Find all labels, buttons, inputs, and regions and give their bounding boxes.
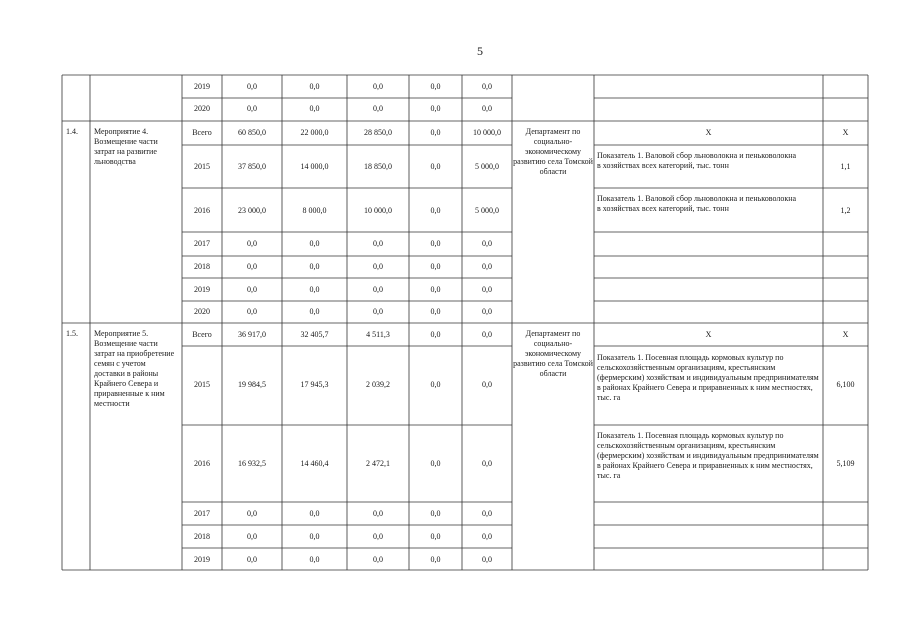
amount-cell: 0,0 xyxy=(309,262,320,271)
amount-cell: 10 000,0 xyxy=(473,128,501,137)
item-number: 1.4. xyxy=(66,127,78,136)
amount-cell: 37 850,0 xyxy=(238,162,266,171)
value-cell: Х xyxy=(842,128,849,137)
page-number: 5 xyxy=(477,44,483,58)
amount-cell: 0,0 xyxy=(373,532,383,541)
amount-cell: 0,0 xyxy=(430,162,441,171)
amount-cell: 0,0 xyxy=(482,459,492,468)
amount-cell: 0,0 xyxy=(373,509,383,518)
amount-cell: 0,0 xyxy=(309,285,320,294)
amount-cell: 0,0 xyxy=(247,509,257,518)
department-cell: Департамент по социально-экономическому развитию села Томской области xyxy=(513,329,593,378)
amount-cell: 0,0 xyxy=(373,307,383,316)
amount-cell: 0,0 xyxy=(247,555,257,564)
amount-cell: 0,0 xyxy=(430,82,441,91)
amount-cell: 4 511,3 xyxy=(366,330,390,339)
amount-cell: 0,0 xyxy=(309,307,320,316)
amount-cell: 23 000,0 xyxy=(238,206,266,215)
amount-cell: 0,0 xyxy=(309,509,320,518)
amount-cell: 60 850,0 xyxy=(238,128,266,137)
amount-cell: 0,0 xyxy=(430,330,441,339)
year-cell: 2015 xyxy=(194,162,210,171)
amount-cell: 2 472,1 xyxy=(366,459,390,468)
amount-cell: 0,0 xyxy=(309,82,320,91)
amount-cell: 0,0 xyxy=(373,239,383,248)
year-cell: 2019 xyxy=(194,555,210,564)
year-cell: 2018 xyxy=(194,532,210,541)
item-name: Мероприятие 5. Возмещение части затрат на приобретение семян с учетом доставки в районы Крайнего Севера и приравненные к ним местности xyxy=(94,329,175,408)
amount-cell: 0,0 xyxy=(482,262,492,271)
amount-cell: 0,0 xyxy=(430,262,441,271)
year-cell: Всего xyxy=(192,330,212,339)
amount-cell: 0,0 xyxy=(482,509,492,518)
year-cell: 2016 xyxy=(194,206,210,215)
amount-cell: 0,0 xyxy=(247,307,257,316)
amount-cell: 0,0 xyxy=(430,532,441,541)
year-cell: Всего xyxy=(192,128,212,137)
value-cell: 1,2 xyxy=(840,206,851,215)
amount-cell: 0,0 xyxy=(309,555,320,564)
indicator-cell: Показатель 1. Посевная площадь кормовых культур по сельскохозяйственным организациям, крестьянским (фермерским) хозяйствам и индивидуальным предпринимателям в районах Крайнего Севера и приравненных к ним местностях, тыс. га xyxy=(597,353,819,402)
amount-cell: 32 405,7 xyxy=(300,330,329,339)
amount-cell: 0,0 xyxy=(430,555,441,564)
amount-cell: 0,0 xyxy=(430,239,441,248)
amount-cell: 16 932,5 xyxy=(238,459,266,468)
amount-cell: 14 000,0 xyxy=(300,162,329,171)
indicator-cell: Показатель 1. Валовой сбор льноволокна и пеньковолокна в хозяйствах всех категорий, тыс. тонн xyxy=(597,151,797,170)
amount-cell: 8 000,0 xyxy=(302,206,327,215)
amount-cell: 0,0 xyxy=(430,128,441,137)
year-cell: 2018 xyxy=(194,262,210,271)
indicator-cell: Х xyxy=(705,330,712,339)
value-cell: 1,1 xyxy=(840,162,851,171)
amount-cell: 5 000,0 xyxy=(475,162,499,171)
item-name: Мероприятие 4. Возмещение части затрат на развитие льноводства xyxy=(94,127,158,166)
amount-cell: 0,0 xyxy=(430,307,441,316)
amount-cell: 0,0 xyxy=(309,239,320,248)
indicator-cell: Х xyxy=(705,128,712,137)
value-cell: 5,109 xyxy=(836,459,855,468)
amount-cell: 22 000,0 xyxy=(300,128,329,137)
amount-cell: 17 945,3 xyxy=(300,380,329,389)
amount-cell: 0,0 xyxy=(309,532,320,541)
amount-cell: 2 039,2 xyxy=(366,380,390,389)
amount-cell: 0,0 xyxy=(430,104,441,113)
amount-cell: 0,0 xyxy=(430,380,441,389)
year-cell: 2017 xyxy=(194,509,210,518)
amount-cell: 0,0 xyxy=(247,532,257,541)
amount-cell: 0,0 xyxy=(482,307,492,316)
year-cell: 2020 xyxy=(194,104,210,113)
amount-cell: 0,0 xyxy=(482,104,492,113)
amount-cell: 5 000,0 xyxy=(475,206,499,215)
indicator-cell: Показатель 1. Посевная площадь кормовых культур по сельскохозяйственным организациям, крестьянским (фермерским) хозяйствам и индивидуальным предпринимателям в районах Крайнего Севера и приравненных к ним местностях, тыс. га xyxy=(597,431,819,480)
year-cell: 2016 xyxy=(194,459,210,468)
amount-cell: 0,0 xyxy=(247,82,257,91)
amount-cell: 18 850,0 xyxy=(364,162,392,171)
amount-cell: 14 460,4 xyxy=(300,459,329,468)
department-cell: Департамент по социально-экономическому развитию села Томской области xyxy=(513,127,593,176)
amount-cell: 0,0 xyxy=(430,285,441,294)
amount-cell: 0,0 xyxy=(482,285,492,294)
amount-cell: 36 917,0 xyxy=(238,330,266,339)
amount-cell: 0,0 xyxy=(247,239,257,248)
amount-cell: 0,0 xyxy=(309,104,320,113)
item-number: 1.5. xyxy=(66,329,78,338)
value-cell: 6,100 xyxy=(836,380,855,389)
year-cell: 2020 xyxy=(194,307,210,316)
year-cell: 2015 xyxy=(194,380,210,389)
amount-cell: 0,0 xyxy=(247,104,257,113)
amount-cell: 0,0 xyxy=(430,459,441,468)
amount-cell: 0,0 xyxy=(373,262,383,271)
year-cell: 2017 xyxy=(194,239,210,248)
amount-cell: 0,0 xyxy=(430,509,441,518)
amount-cell: 0,0 xyxy=(373,285,383,294)
indicator-cell: Показатель 1. Валовой сбор льноволокна и пеньковолокна в хозяйствах всех категорий, тыс. тонн xyxy=(597,194,797,213)
amount-cell: 0,0 xyxy=(247,262,257,271)
amount-cell: 0,0 xyxy=(482,532,492,541)
amount-cell: 0,0 xyxy=(430,206,441,215)
amount-cell: 0,0 xyxy=(482,380,492,389)
amount-cell: 0,0 xyxy=(482,239,492,248)
amount-cell: 0,0 xyxy=(373,555,383,564)
value-cell: Х xyxy=(842,330,849,339)
amount-cell: 0,0 xyxy=(373,82,383,91)
amount-cell: 0,0 xyxy=(373,104,383,113)
amount-cell: 0,0 xyxy=(482,82,492,91)
amount-cell: 28 850,0 xyxy=(364,128,392,137)
amount-cell: 0,0 xyxy=(482,555,492,564)
year-cell: 2019 xyxy=(194,82,210,91)
year-cell: 2019 xyxy=(194,285,210,294)
amount-cell: 10 000,0 xyxy=(364,206,392,215)
amount-cell: 0,0 xyxy=(482,330,492,339)
amount-cell: 0,0 xyxy=(247,285,257,294)
amount-cell: 19 984,5 xyxy=(238,380,266,389)
